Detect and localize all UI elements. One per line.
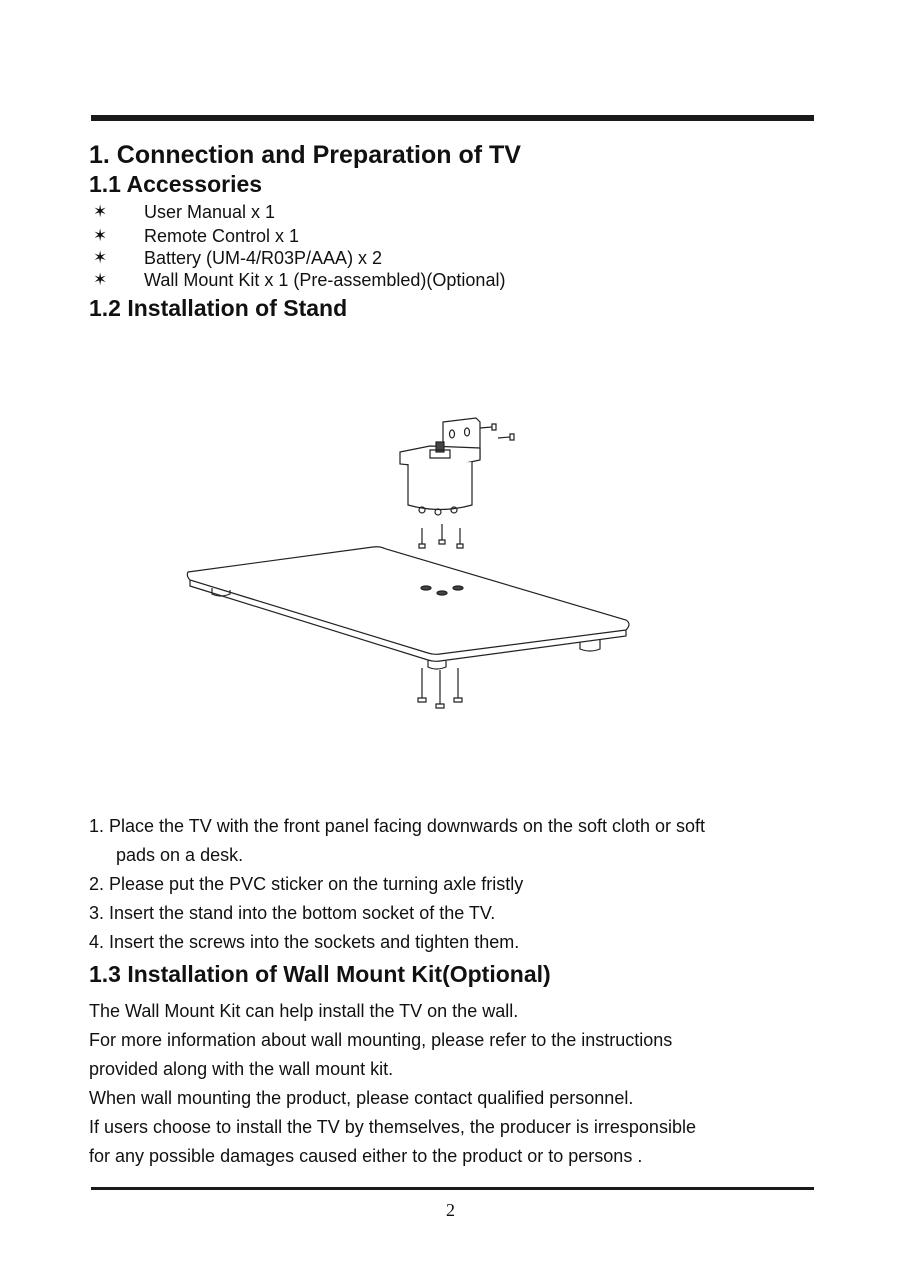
stand-installation-steps [89, 812, 824, 957]
paragraph-line: The Wall Mount Kit can help install the TV on the wall. [89, 1001, 519, 1021]
top-rule [91, 115, 814, 121]
step-item: 4. Insert the screws into the sockets and tighten them. [89, 932, 520, 952]
stand-assembly-diagram [180, 410, 640, 710]
step-item: 2. Please put the PVC sticker on the turning axle fristly [89, 874, 524, 894]
star-bullet-icon: ✶ [93, 226, 108, 245]
step-item-continued: pads on a desk. [116, 845, 244, 865]
step-item: 3. Insert the stand into the bottom socket of the TV. [89, 903, 496, 923]
subheading-accessories: 1.1 Accessories [89, 171, 263, 197]
page-number: 2 [446, 1200, 455, 1220]
paragraph-line: provided along with the wall mount kit. [89, 1059, 394, 1079]
paragraph-line: for any possible damages caused either to the product or to persons . [89, 1146, 643, 1166]
accessory-label: User Manual x 1 [144, 202, 276, 222]
step-item: 1. Place the TV with the front panel facing downwards on the soft cloth or soft [89, 816, 706, 836]
wall-mount-text [89, 997, 824, 1171]
star-bullet-icon: ✶ [93, 202, 108, 221]
subheading-stand: 1.2 Installation of Stand [89, 295, 348, 321]
subheading-wall-mount: 1.3 Installation of Wall Mount Kit(Optional) [89, 961, 551, 987]
star-bullet-icon: ✶ [93, 270, 108, 289]
accessory-label: Battery (UM-4/R03P/AAA) x 2 [144, 248, 383, 268]
paragraph-line: If users choose to install the TV by themselves, the producer is irresponsible [89, 1117, 696, 1137]
bottom-rule [91, 1187, 814, 1190]
star-bullet-icon: ✶ [93, 248, 108, 267]
accessory-label: Wall Mount Kit x 1 (Pre-assembled)(Optional) [144, 270, 506, 290]
accessory-label: Remote Control x 1 [144, 226, 300, 246]
paragraph-line: When wall mounting the product, please contact qualified personnel. [89, 1088, 634, 1108]
paragraph-line: For more information about wall mounting, please refer to the instructions [89, 1030, 673, 1050]
section-heading-connection: 1. Connection and Preparation of TV [89, 141, 521, 169]
